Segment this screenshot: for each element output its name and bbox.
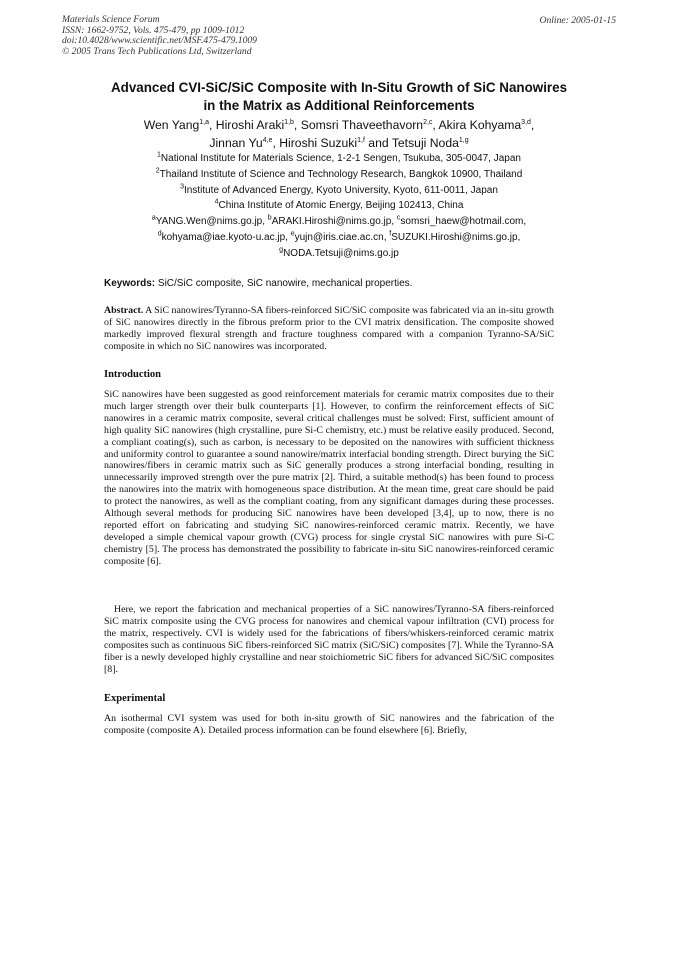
title-line-2: in the Matrix as Additional Reinforcements: [203, 98, 475, 113]
author-name: Wen Yang: [143, 118, 200, 132]
author-separator: and: [364, 136, 392, 150]
affiliation-line: [60, 151, 618, 167]
author-separator: ,: [208, 118, 216, 132]
paper-title: [60, 79, 618, 115]
email-address[interactable]: somsri_haew@hotmail.com: [400, 216, 524, 227]
issn-line: ISSN: 1662-9752, Vols. 475-479, pp 1009-1012: [62, 24, 245, 36]
experimental-paragraph-1: An isothermal CVI system was used for both in-situ growth of SiC nanowires and the fabrication of the composite (composite A). Detailed process information can be found elsewhere [6]. Briefly,: [104, 713, 554, 736]
abstract-paragraph: [104, 305, 554, 353]
affiliation-sup: 1: [157, 151, 161, 159]
author-sup: 4,e: [262, 136, 273, 144]
affiliation-line: [60, 183, 618, 199]
author-sup: 3,d: [521, 118, 531, 126]
author-separator: ,: [293, 118, 301, 132]
affiliation-text: Thailand Institute of Science and Technology Research, Bangkok 10900, Thailand: [159, 168, 523, 180]
online-date: Online: 2005-01-15: [539, 15, 616, 26]
affiliation-sup: 3: [180, 183, 184, 191]
author-sup: 2,c: [423, 118, 433, 126]
email-separator: ,: [383, 231, 390, 243]
journal-name: Materials Science Forum: [62, 14, 160, 25]
abstract-label: Abstract.: [104, 305, 144, 316]
email-sup: e: [290, 230, 295, 238]
email-separator: ,: [517, 231, 521, 243]
affiliation-line: [60, 198, 618, 214]
author-list: [60, 116, 618, 152]
email-separator: ,: [391, 216, 397, 227]
author-name: Tetsuji Noda: [391, 136, 459, 150]
author-name: Akira Kohyama: [438, 118, 522, 132]
email-address[interactable]: kohyama@iae.kyoto-u.ac.jp: [161, 231, 286, 243]
affiliation-text: China Institute of Atomic Energy, Beijing 102413, China: [218, 200, 464, 212]
affiliation-sup: 2: [155, 167, 160, 175]
author-separator: ,: [432, 118, 439, 132]
keywords-line: [104, 278, 574, 289]
author-name: Jinnan Yu: [209, 136, 263, 150]
author-line-2: [60, 134, 618, 152]
author-sup: 1,f: [357, 136, 365, 144]
intro-paragraph-2: Here, we report the fabrication and mechanical properties of a SiC nanowires/Tyranno-SA fibers-reinforced SiC matrix composite using the CVG process for nanowires and chemical vapour infiltration (CVI) process for the matrix, respectively. CVI is widely used for the fabrications of fibers/whiskers-reinforced ceramic matrix composites such as continuous SiC fibers-reinforced SiC matrix (SiC/SiC) composites [7]. While the Tyranno-SA fiber is a newly developed highly crystalline and near stoichiometric SiC fibers for advanced SiC/SiC composites [8].: [104, 604, 554, 675]
affiliation-sup: 4: [214, 199, 219, 207]
author-sup: 1,b: [284, 118, 294, 126]
email-sup: d: [157, 230, 162, 238]
email-line-2: [60, 230, 618, 246]
email-separator: ,: [285, 231, 291, 243]
doi-line: doi:10.4028/www.scientific.net/MSF.475-479.1009: [62, 35, 257, 47]
copyright-line: © 2005 Trans Tech Publications Ltd, Switzerland: [62, 45, 252, 57]
author-separator: ,: [272, 136, 280, 150]
keywords-text: SiC/SiC composite, SiC nanowire, mechanical properties.: [157, 278, 413, 289]
author-name: Hiroshi Araki: [215, 118, 285, 132]
email-address[interactable]: NODA.Tetsuji@nims.go.jp: [283, 247, 399, 259]
email-address[interactable]: SUZUKI.Hiroshi@nims.go.jp: [391, 231, 518, 243]
section-heading-introduction: Introduction: [104, 369, 161, 380]
abstract-text: A SiC nanowires/Tyranno-SA fibers-reinforced SiC/SiC composite was fabricated via an in-situ growth of SiC nanowires directly in the fibrous preform prior to the CVI matrix densification. The composite showed markedly improved flexural strength and fracture toughness compared with a companion Tyranno-SA/SiC composite in which no SiC nanowires was incorporated.: [104, 305, 554, 352]
author-separator: ,: [530, 118, 535, 132]
section-heading-experimental: Experimental: [104, 693, 166, 704]
email-line-1: [60, 214, 618, 230]
email-address[interactable]: ARAKI.Hiroshi@nims.go.jp: [271, 216, 392, 227]
email-address[interactable]: YANG.Wen@nims.go.jp: [155, 216, 263, 227]
journal-header: [62, 15, 257, 57]
email-line-3: [60, 246, 618, 262]
email-separator: ,: [523, 216, 527, 227]
affiliation-text: Institute of Advanced Energy, Kyoto University, Kyoto, 611-0011, Japan: [184, 184, 498, 196]
email-address[interactable]: yujn@iris.ciae.ac.cn: [294, 231, 384, 243]
author-name: Hiroshi Suzuki: [279, 136, 358, 150]
author-sup: 1,a: [199, 118, 209, 126]
title-line-1: Advanced CVI-SiC/SiC Composite with In-Situ Growth of SiC Nanowires: [110, 80, 568, 95]
affiliation-line: [60, 167, 618, 183]
author-sup: 1,g: [458, 136, 469, 144]
email-sup: b: [267, 214, 272, 222]
keywords-label: Keywords:: [104, 278, 156, 289]
email-sup: a: [151, 214, 156, 222]
email-sup: c: [396, 214, 401, 222]
email-list: [60, 214, 618, 261]
affiliation-list: [60, 151, 618, 214]
author-name: Somsri Thaveethavorn: [300, 118, 424, 132]
intro-paragraph-1: SiC nanowires have been suggested as good reinforcement materials for ceramic matrix composites due to their much larger strength over their bulk counterparts [1]. However, to confirm the reinforcement effects of SiC nanowires in a ceramic matrix composite, several critical challenges must be solved: First, sufficient amount of high quality SiC nanowires (high crystalline, pure Si-C chemistry, etc.) must be relative easily produced. Second, a compliant coating(s), such as carbon, is necessary to be deposited on the nanowires with sufficient thickness and uniformity control to guarantee a sound nanowire/matrix interfacial bonding strength. Direct burying the SiC nanowires/fibers in ceramic matrix such as SiC generally produces a strong interfacial bonding, resulting in unnecessarily improved strength over the pure matrix [2]. Third, a suitable method(s) has been found to process the nanowires into the matrix with homogeneous space distribution. At the mean time, great care should be paid to protect the nanowires, as well as the compliant coating, from any significant damages during these processes. Although several methods for producing SiC nanowires have been developed [3,4], up to now, there is no reported effort on fabricating and studying SiC nanowires-reinforced ceramic matrix. Recently, we have developed a simple chemical vapour growth (CVG) process for single crystal SiC nanowires with pure Si-C chemistry [5]. The process has demonstrated the possibility to fabricate in-situ SiC nanowires-reinforced ceramic composite [6].: [104, 389, 554, 567]
author-line-1: [60, 116, 618, 134]
email-sup: g: [279, 246, 284, 254]
email-separator: ,: [262, 216, 268, 227]
email-sup: f: [389, 230, 392, 238]
affiliation-text: National Institute for Materials Science, 1-2-1 Sengen, Tsukuba, 305-0047, Japan: [160, 153, 521, 164]
